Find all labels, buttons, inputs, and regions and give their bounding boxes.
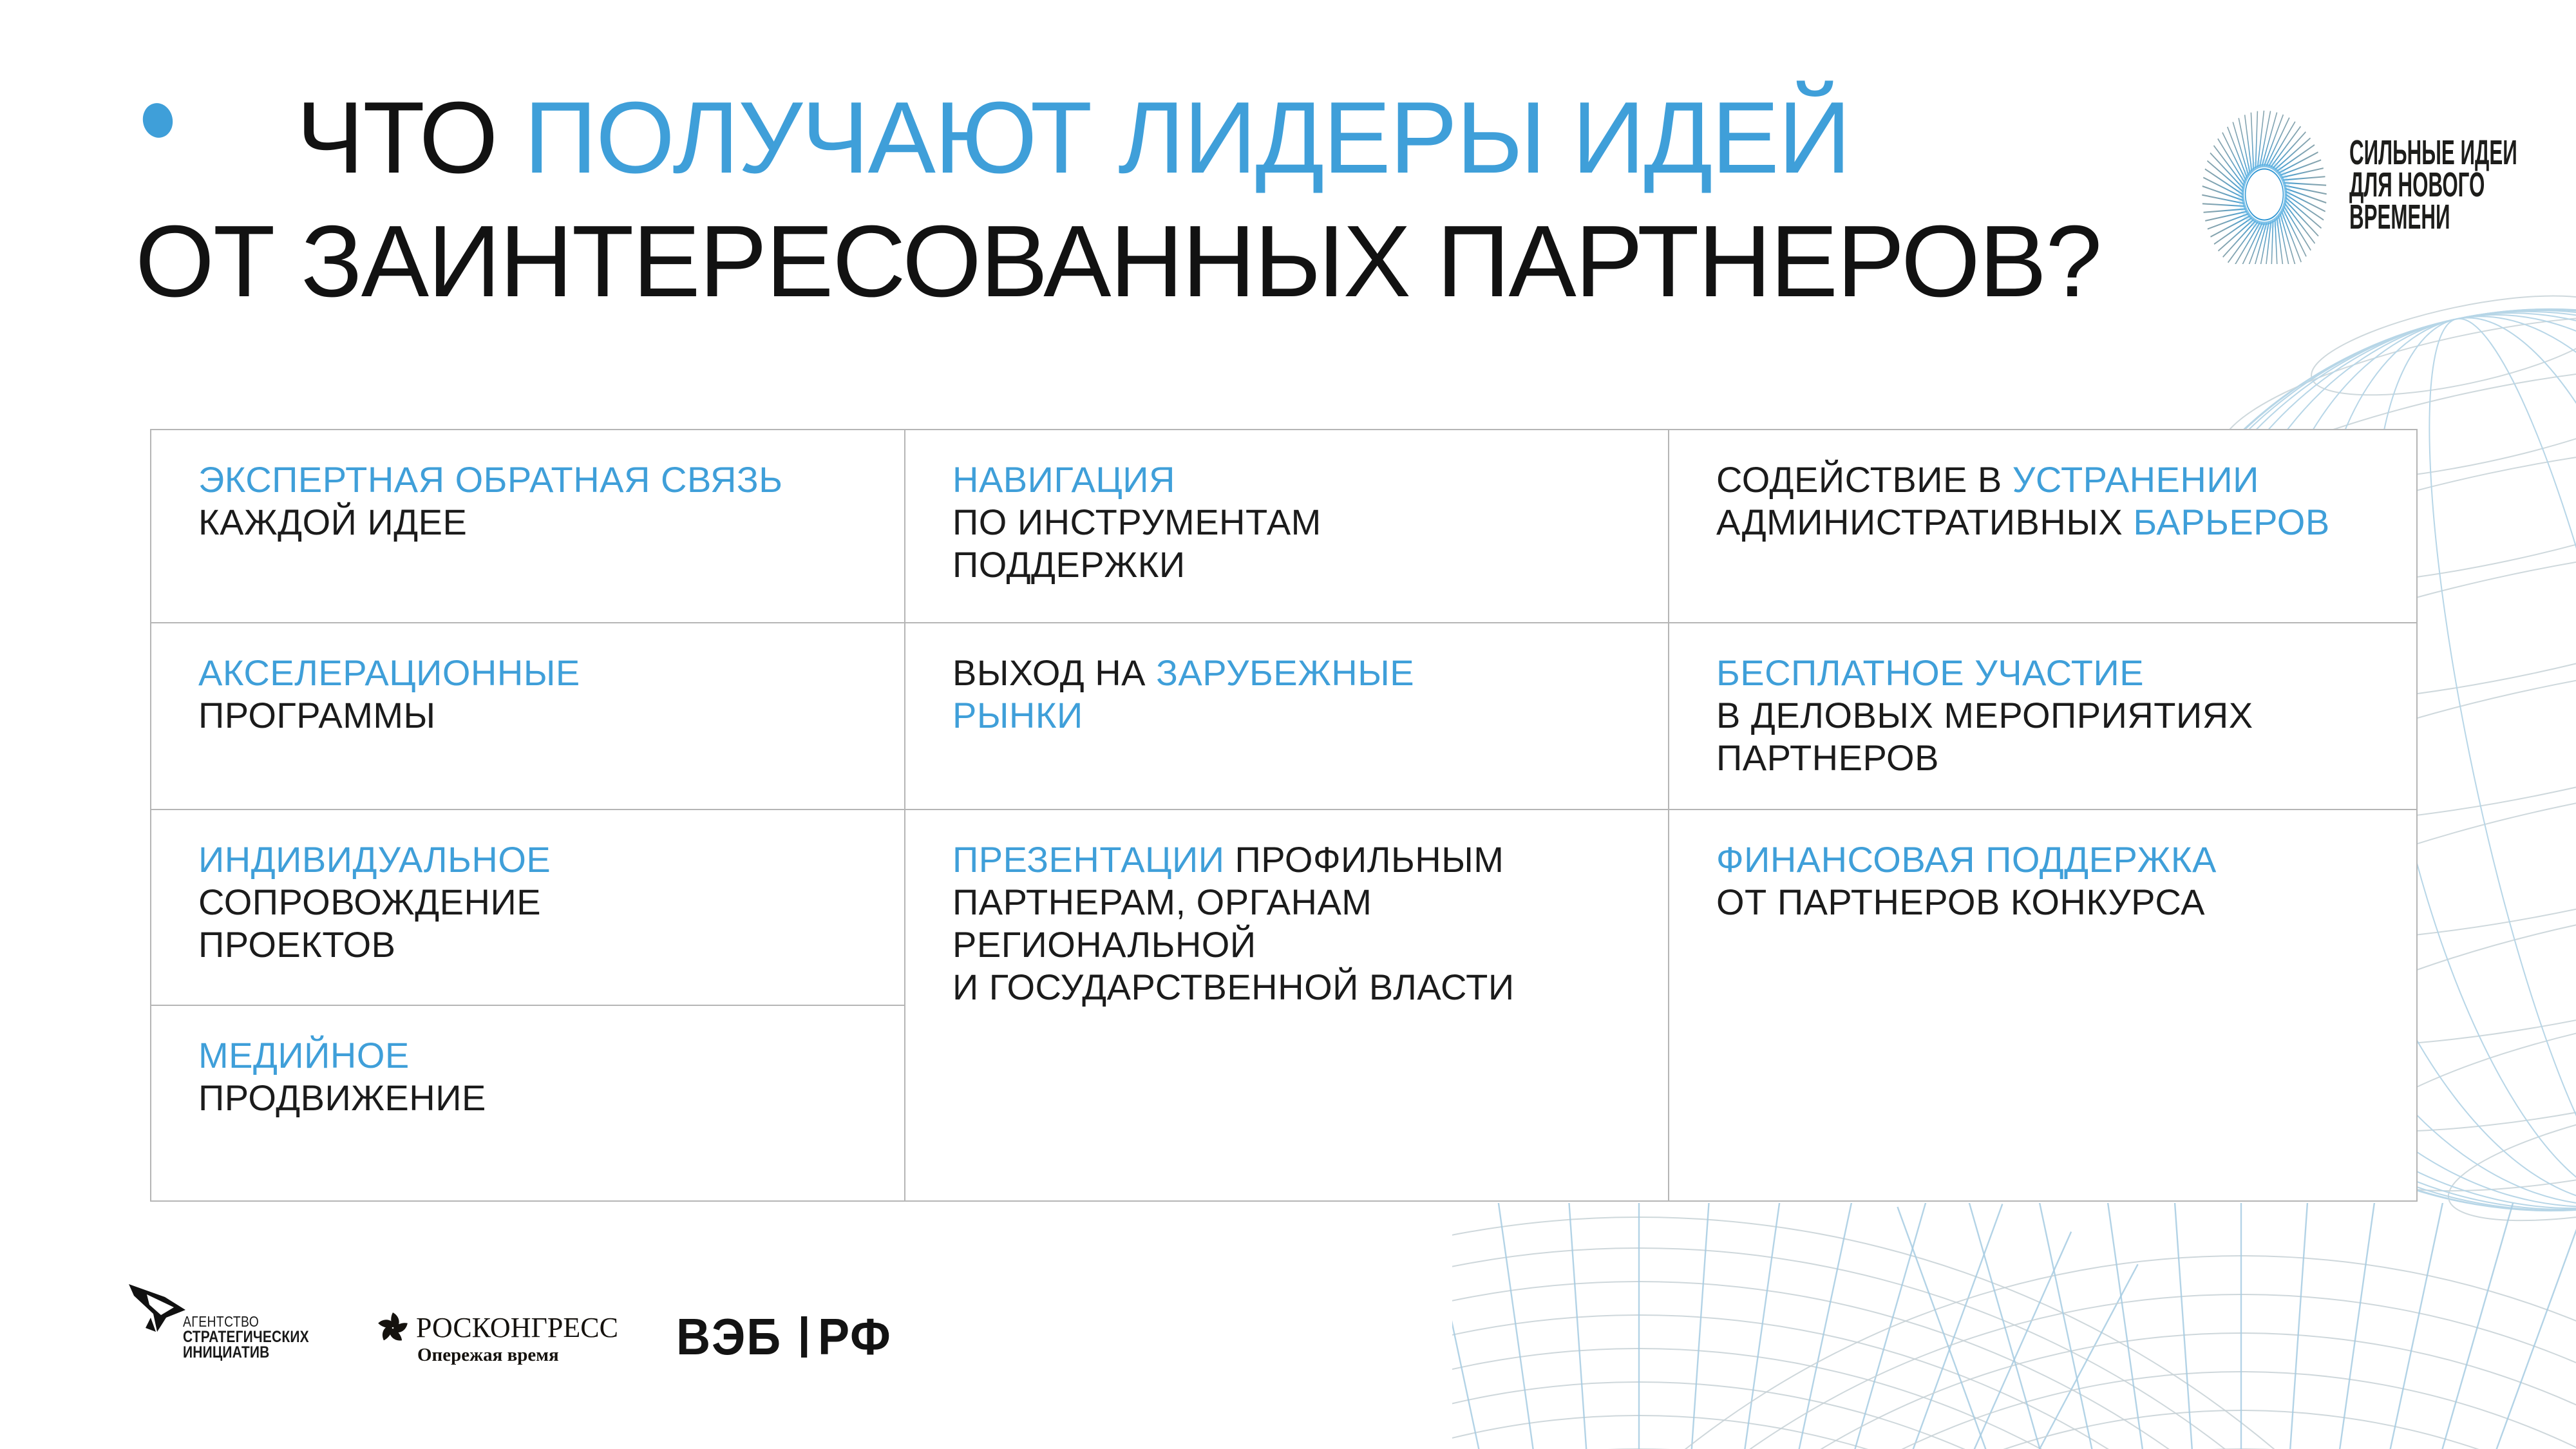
veb-name-part2: РФ xyxy=(818,1308,892,1365)
roscongress-logo xyxy=(376,1311,618,1365)
cell-text: СОПРОВОЖДЕНИЕ xyxy=(198,882,542,922)
cell-text: ИНДИВИДУАЛЬНОЕ xyxy=(198,839,551,880)
cell-text: АКСЕЛЕРАЦИОННЫЕ xyxy=(198,652,580,693)
cell-text: ПРЕЗЕНТАЦИИ xyxy=(952,839,1235,880)
cell-text: АДМИНИСТРАТИВНЫХ xyxy=(1716,502,2134,542)
asi-name-line3: ИНИЦИАТИВ xyxy=(183,1343,270,1361)
cell-acceleration xyxy=(151,623,904,809)
cell-text: БЕСПЛАТНОЕ УЧАСТИЕ xyxy=(1716,652,2145,693)
cell-text: И ГОСУДАРСТВЕННОЙ ВЛАСТИ xyxy=(952,967,1515,1007)
cell-text: ПРОЕКТОВ xyxy=(198,924,396,965)
cell-text: НАВИГАЦИЯ xyxy=(952,459,1175,500)
cell-text: ФИНАНСОВАЯ ПОДДЕРЖКА xyxy=(1716,839,2217,880)
cell-text: ПРОФИЛЬНЫМ xyxy=(1235,839,1504,880)
cell-text: ПОДДЕРЖКИ xyxy=(952,544,1186,585)
veb-logo xyxy=(676,1307,898,1367)
title-line2: ОТ ЗАИНТЕРЕСОВАННЫХ ПАРТНЕРОВ? xyxy=(135,205,2101,318)
cell-text: ВЫХОД НА xyxy=(952,652,1157,693)
asi-name-line2: СТРАТЕГИЧЕСКИХ xyxy=(183,1328,309,1346)
cell-text: ЗАРУБЕЖНЫЕ xyxy=(1156,652,1415,693)
cell-text: ПРОДВИЖЕНИЕ xyxy=(198,1077,486,1118)
cell-foreign-markets xyxy=(905,623,1668,809)
asi-arrow-icon xyxy=(128,1280,187,1345)
cell-text: В ДЕЛОВЫХ МЕРОПРИЯТИЯХ xyxy=(1716,695,2253,735)
cell-text: ПРОГРАММЫ xyxy=(198,695,436,735)
title-line1-black: ЧТО xyxy=(296,81,524,194)
veb-divider-bar xyxy=(801,1316,807,1358)
veb-name-part1: ВЭБ xyxy=(676,1308,782,1365)
brand-logo xyxy=(2145,52,2557,264)
brand-name-line1: СИЛЬНЫЕ ИДЕИ xyxy=(2349,133,2517,172)
cell-text: МЕДИЙНОЕ xyxy=(198,1035,410,1075)
cell-text: КАЖДОЙ ИДЕЕ xyxy=(198,502,468,542)
cell-expert-feedback xyxy=(151,430,904,622)
cell-text: ЭКСПЕРТНАЯ ОБРАТНАЯ СВЯЗЬ xyxy=(198,459,783,500)
cell-text: ПАРТНЕРОВ xyxy=(1716,737,1939,778)
cell-text: ОТ ПАРТНЕРОВ КОНКУРСА xyxy=(1716,882,2205,922)
cell-text: БАРЬЕРОВ xyxy=(2133,502,2330,542)
page-title xyxy=(135,76,2101,323)
cell-media-promotion xyxy=(151,1006,904,1200)
cell-text: РЫНКИ xyxy=(952,695,1083,735)
cell-barriers xyxy=(1669,430,2418,622)
cell-text: РЕГИОНАЛЬНОЙ xyxy=(952,924,1256,965)
cell-text: СОДЕЙСТВИЕ В xyxy=(1716,459,2012,500)
roscongress-name: РОСКОНГРЕСС xyxy=(416,1312,618,1343)
asi-logo xyxy=(128,1280,309,1361)
title-line1-blue: ПОЛУЧАЮТ ЛИДЕРЫ ИДЕЙ xyxy=(524,81,1850,194)
brand-name-line3: ВРЕМЕНИ xyxy=(2349,198,2450,236)
cell-text: УСТРАНЕНИИ xyxy=(2012,459,2259,500)
asi-name xyxy=(183,1314,309,1360)
cell-individual-support xyxy=(151,810,904,1005)
cell-text: ПАРТНЕРАМ, ОРГАНАМ xyxy=(952,882,1372,922)
brand-name-line2: ДЛЯ НОВОГО xyxy=(2349,166,2485,204)
roscongress-pinwheel-icon xyxy=(376,1311,410,1345)
benefits-table xyxy=(150,429,2418,1202)
cell-financial-support xyxy=(1669,810,2418,1200)
cell-navigation xyxy=(905,430,1668,622)
cell-presentations xyxy=(905,810,1668,1200)
roscongress-tagline: Опережая время xyxy=(417,1345,559,1365)
cell-text: ПО ИНСТРУМЕНТАМ xyxy=(952,502,1321,542)
cell-free-participation xyxy=(1669,623,2418,809)
brand-name xyxy=(2349,133,2517,236)
asi-name-line1: АГЕНТСТВО xyxy=(183,1313,260,1330)
